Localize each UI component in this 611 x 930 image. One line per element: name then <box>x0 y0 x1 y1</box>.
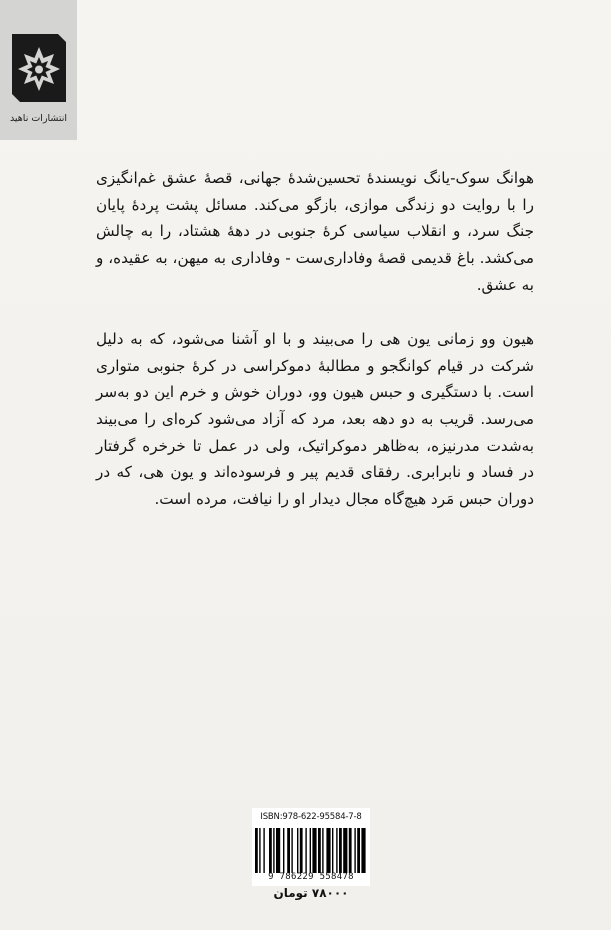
eight-pointed-star-book-icon <box>8 30 70 106</box>
barcode-digits: 9 786229 558478 <box>268 872 354 882</box>
description-paragraph-2: هیون وو زمانی یون هی را می‌بیند و با او آشنا می‌شود، که به دلیل شرکت در قیام کوانگجو و مطالبهٔ دموکراسی در کرهٔ جنوبی متواری است. با دستگیری و حبس هیون وو، دوران خوش و خرم این دو به‌سر می‌رسد. قریب به دو دهه بعد، مرد که آزاد می‌شود کره‌ای را می‌بیند به‌شدت مدرنیزه، به‌ظاهر دموکراتیک، ولی در عمل تا خرخره گرفتار در فساد و نابرابری. رفقای قدیم پیر و فرسوده‌اند و یون هی، که در دوران حبس مَرد هیچ‌گاه مجال دیدار او را نیافت، مرده است. <box>96 330 534 508</box>
description-paragraph-1: هوانگ سوک-یانگ نویسندهٔ تحسین‌شدهٔ جهانی، قصهٔ عشق غم‌انگیزی را با روایت دو زندگی موازی، بازگو می‌کند. مسائل پشت پردهٔ پایان جنگ سرد، و انقلاب سیاسی کرهٔ جنوبی در دههٔ هشتاد، را به چالش می‌کشد. باغ قدیمی قصهٔ وفاداری‌ست - وفاداری به میهن، به عقیده، و به عشق. <box>96 169 534 294</box>
barcode-bars <box>255 828 367 873</box>
publisher-name: انتشارات ناهید <box>9 113 68 124</box>
barcode <box>252 808 370 886</box>
isbn-label: ISBN:978-622-95584-7-8 <box>260 812 362 822</box>
price: ۷۸۰۰۰ تومان <box>273 886 349 900</box>
publisher-logo-box <box>0 0 77 140</box>
